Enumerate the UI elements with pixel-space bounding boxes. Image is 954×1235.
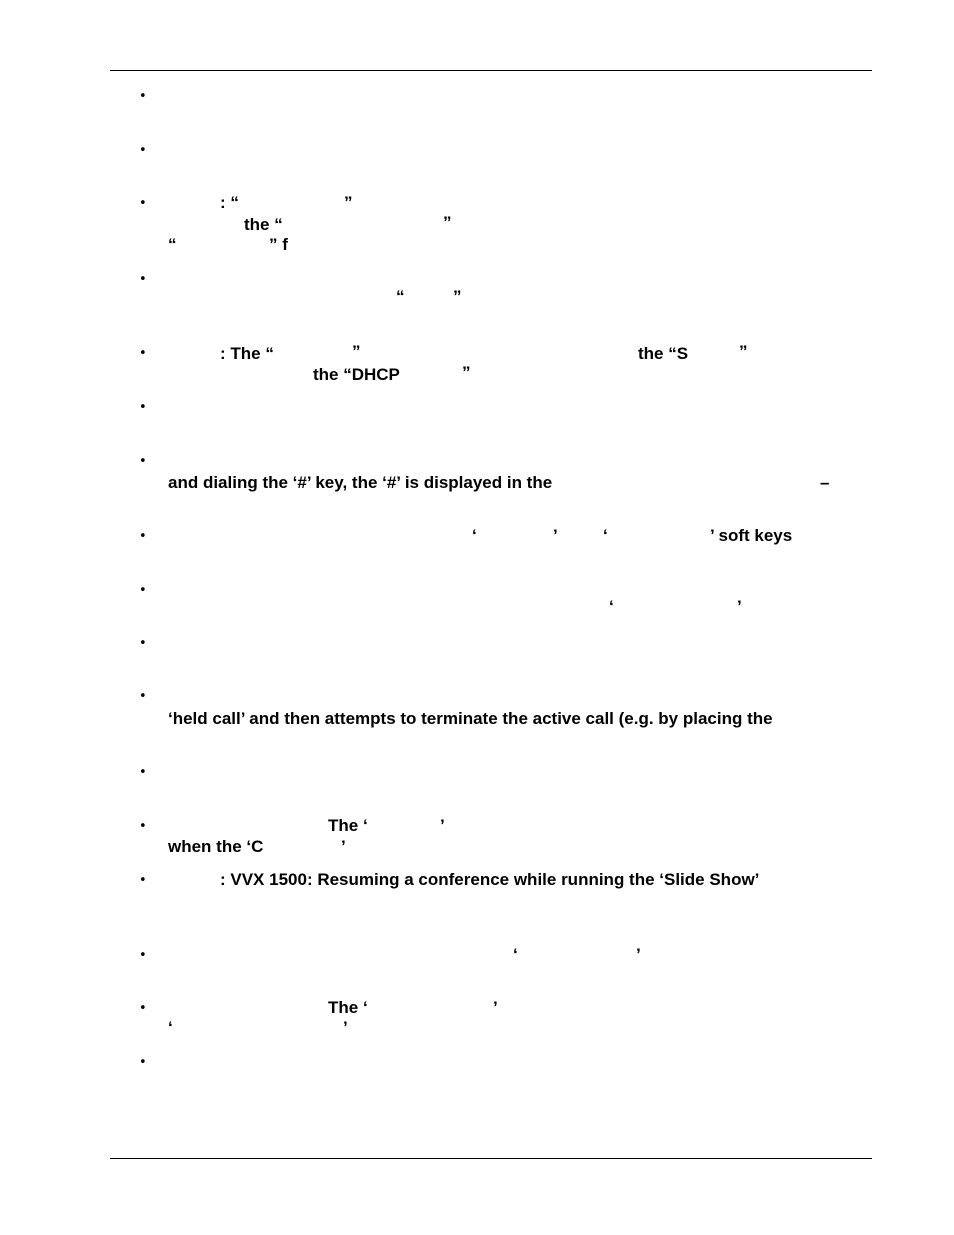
list-item-text: the “DHCP bbox=[313, 365, 400, 384]
list-item-text: ’ bbox=[553, 526, 558, 545]
list-item-text: The ‘ bbox=[328, 816, 368, 835]
list-item-text: The ‘ bbox=[328, 998, 368, 1017]
list-item-text: ‘held call’ and then attempts to terminate the active call (e.g. by placing the bbox=[168, 709, 773, 728]
bullet-icon: • bbox=[139, 765, 147, 780]
list-item-text: “ bbox=[168, 235, 177, 254]
list-item-text: the “ bbox=[244, 215, 283, 234]
footer-rule bbox=[110, 1158, 872, 1159]
list-item-text: ” bbox=[344, 193, 353, 212]
list-item-text: ” bbox=[739, 342, 748, 361]
bullet-icon: • bbox=[139, 196, 147, 211]
list-item-text: ” bbox=[443, 213, 452, 232]
list-item-text: ” bbox=[462, 363, 471, 382]
list-item-text: : The “ bbox=[220, 344, 274, 363]
bullet-icon: • bbox=[139, 873, 147, 888]
list-item-text: ’ bbox=[343, 1018, 348, 1037]
list-item-text: ’ bbox=[440, 816, 445, 835]
bullet-icon: • bbox=[139, 454, 147, 469]
header-rule bbox=[110, 70, 872, 71]
list-item-text: ’ bbox=[636, 945, 641, 964]
list-item-text: “ bbox=[396, 287, 405, 306]
list-item-text: ’ bbox=[341, 837, 346, 856]
bullet-icon: • bbox=[139, 689, 147, 704]
list-item-text: the “S bbox=[638, 344, 689, 363]
list-item-text: : VVX 1500: Resuming a conference while running the ‘Slide Show’ bbox=[220, 870, 760, 889]
list-item-text: when the ‘C bbox=[168, 837, 264, 856]
bullet-icon: • bbox=[139, 400, 147, 415]
bullet-icon: • bbox=[139, 636, 147, 651]
list-item-text: ” bbox=[453, 287, 462, 306]
list-item-text: : “ bbox=[220, 193, 239, 212]
bullet-icon: • bbox=[139, 1001, 147, 1016]
bullet-icon: • bbox=[139, 819, 147, 834]
bullet-icon: • bbox=[139, 1055, 147, 1070]
bullet-icon: • bbox=[139, 272, 147, 287]
list-item-text: ‘ bbox=[472, 526, 477, 545]
bullet-icon: • bbox=[139, 529, 147, 544]
list-item-text: ’ bbox=[493, 998, 498, 1017]
list-item-text: and dialing the ‘#’ key, the ‘#’ is displayed in the bbox=[168, 473, 553, 492]
list-item-text: ‘ bbox=[609, 597, 614, 616]
list-item-text: ” bbox=[352, 342, 361, 361]
bullet-icon: • bbox=[139, 143, 147, 158]
bullet-icon: • bbox=[139, 583, 147, 598]
bullet-icon: • bbox=[139, 948, 147, 963]
list-item-text: ‘ bbox=[603, 526, 608, 545]
list-item-text: ” f bbox=[269, 235, 288, 254]
bullet-icon: • bbox=[139, 89, 147, 104]
list-item-text: ’ soft keys bbox=[710, 526, 793, 545]
list-item-text: ‘ bbox=[513, 945, 518, 964]
list-item-text: – bbox=[820, 473, 830, 492]
list-item-text: ‘ bbox=[168, 1018, 173, 1037]
bullet-icon: • bbox=[139, 346, 147, 361]
list-item-text: ’ bbox=[737, 597, 742, 616]
